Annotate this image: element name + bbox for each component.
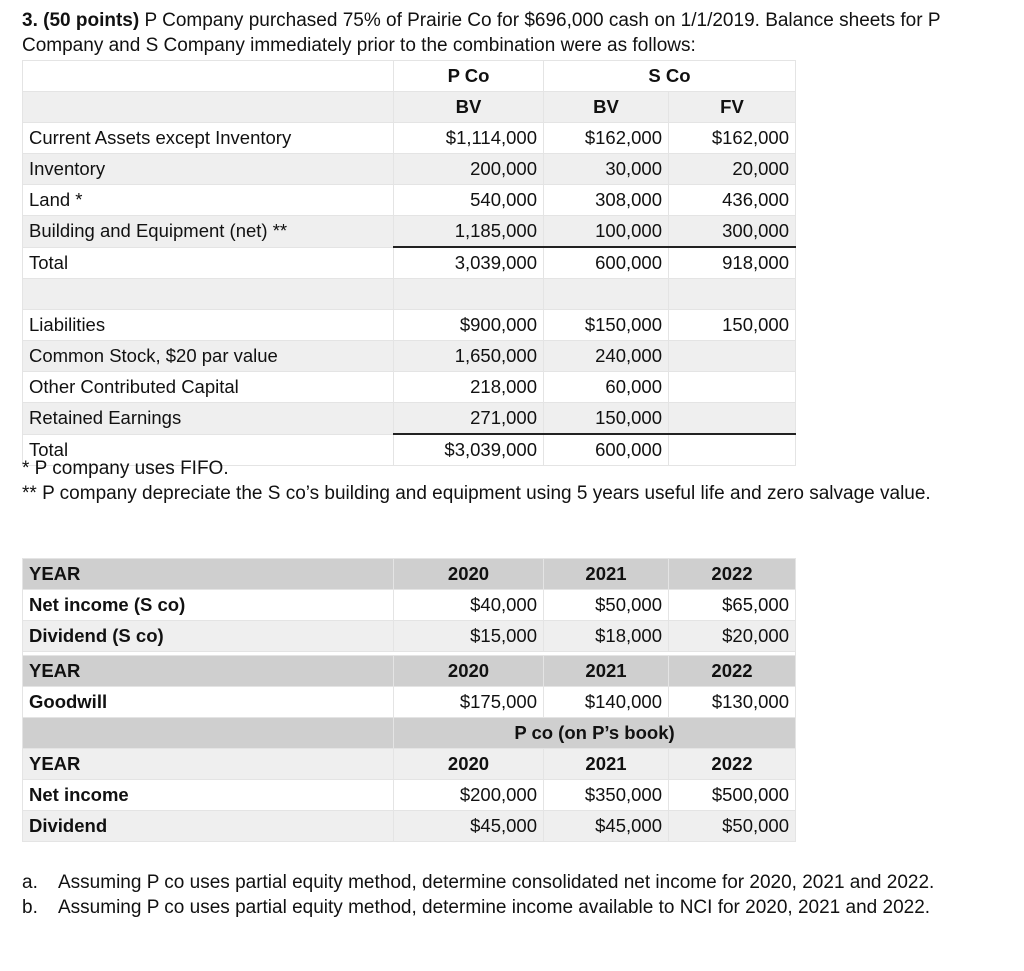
table-row — [23, 621, 796, 652]
p-bv-value: 218,000 — [394, 372, 544, 403]
p-bv-value: 1,650,000 — [394, 341, 544, 372]
value-2021: $350,000 — [544, 780, 669, 811]
problem-number: 3. — [22, 10, 38, 31]
value-2020: $40,000 — [394, 590, 544, 621]
row-label: Current Assets except Inventory — [23, 123, 394, 154]
year-2020: 2020 — [394, 656, 544, 687]
p-bv-value: 1,185,000 — [394, 216, 544, 248]
s-bv-value: 600,000 — [544, 434, 669, 466]
spacer-row — [23, 279, 796, 310]
year-2022: 2022 — [669, 749, 796, 780]
value-2022: $500,000 — [669, 780, 796, 811]
row-label: Retained Earnings — [23, 403, 394, 435]
s-bv-value: 150,000 — [544, 403, 669, 435]
header-s-co: S Co — [544, 61, 796, 92]
problem-intro — [22, 8, 1012, 58]
question-letter: b. — [22, 897, 38, 918]
year-2020: 2020 — [394, 749, 544, 780]
p-bv-value: $900,000 — [394, 310, 544, 341]
p-income-year-row — [23, 749, 796, 780]
s-fv-value — [669, 403, 796, 435]
s-bv-value: 240,000 — [544, 341, 669, 372]
value-2020: $15,000 — [394, 621, 544, 652]
subheader-p-bv: BV — [394, 92, 544, 123]
footnotes — [22, 456, 1012, 506]
p-bv-value: 3,039,000 — [394, 247, 544, 279]
s-fv-value — [669, 341, 796, 372]
p-bv-value: $3,039,000 — [394, 434, 544, 466]
s-bv-value: $162,000 — [544, 123, 669, 154]
s-bv-value: 30,000 — [544, 154, 669, 185]
problem-text: P Company purchased 75% of Prairie Co for $696,000 cash on 1/1/2019. Balance sheets for P Company and S Company immediately prior to the combination were as follows: — [22, 10, 941, 56]
table-row — [23, 247, 796, 279]
question-item — [22, 870, 1012, 895]
subheader-s-fv: FV — [669, 92, 796, 123]
year-2021: 2021 — [544, 559, 669, 590]
row-label: Dividend (S co) — [23, 621, 394, 652]
s-bv-value: 60,000 — [544, 372, 669, 403]
row-label: Goodwill — [23, 687, 394, 718]
year-2022: 2022 — [669, 656, 796, 687]
p-bv-value: 540,000 — [394, 185, 544, 216]
s-fv-value: 436,000 — [669, 185, 796, 216]
question-text: Assuming P co uses partial equity method, determine income available to NCI for 2020, 2021 and 2022. — [58, 897, 931, 918]
s-income-year-row — [23, 559, 796, 590]
year-label: YEAR — [23, 749, 394, 780]
p-bv-value: $1,114,000 — [394, 123, 544, 154]
year-label: YEAR — [23, 559, 394, 590]
row-label: Other Contributed Capital — [23, 372, 394, 403]
value-2022: $65,000 — [669, 590, 796, 621]
value-2022: $130,000 — [669, 687, 796, 718]
s-bv-value: 600,000 — [544, 247, 669, 279]
p-income-header: P co (on P’s book) — [394, 718, 796, 749]
row-label: Building and Equipment (net) ** — [23, 216, 394, 248]
value-2020: $200,000 — [394, 780, 544, 811]
s-fv-value: 300,000 — [669, 216, 796, 248]
value-2020: $175,000 — [394, 687, 544, 718]
value-2021: $50,000 — [544, 590, 669, 621]
row-label: Common Stock, $20 par value — [23, 341, 394, 372]
question-list — [22, 870, 1012, 920]
s-bv-value: 100,000 — [544, 216, 669, 248]
value-2022: $20,000 — [669, 621, 796, 652]
table-row — [23, 341, 796, 372]
table-row — [23, 123, 796, 154]
table-row — [23, 310, 796, 341]
table-row — [23, 216, 796, 248]
row-label: Inventory — [23, 154, 394, 185]
yearly-data-table — [22, 558, 796, 842]
subheader-s-bv: BV — [544, 92, 669, 123]
value-2021: $18,000 — [544, 621, 669, 652]
row-label: Liabilities — [23, 310, 394, 341]
row-label: Net income — [23, 780, 394, 811]
s-fv-value: 918,000 — [669, 247, 796, 279]
problem-points: (50 points) — [43, 10, 140, 31]
row-label: Land * — [23, 185, 394, 216]
year-label: YEAR — [23, 656, 394, 687]
value-2021: $45,000 — [544, 811, 669, 842]
table-row — [23, 811, 796, 842]
row-label: Dividend — [23, 811, 394, 842]
table-row — [23, 154, 796, 185]
table-row — [23, 372, 796, 403]
goodwill-year-row — [23, 656, 796, 687]
question-item — [22, 895, 1012, 920]
table-row — [23, 590, 796, 621]
p-bv-value: 200,000 — [394, 154, 544, 185]
s-fv-value: $162,000 — [669, 123, 796, 154]
balance-sheet-table — [22, 60, 796, 466]
year-2022: 2022 — [669, 559, 796, 590]
s-fv-value: 150,000 — [669, 310, 796, 341]
footnote-depreciation: ** P company depreciate the S co’s building and equipment using 5 years useful life and zero salvage value. — [22, 483, 931, 504]
value-2021: $140,000 — [544, 687, 669, 718]
year-2020: 2020 — [394, 559, 544, 590]
year-2021: 2021 — [544, 749, 669, 780]
header-p-co: P Co — [394, 61, 544, 92]
year-2021: 2021 — [544, 656, 669, 687]
row-label: Total — [23, 247, 394, 279]
p-bv-value: 271,000 — [394, 403, 544, 435]
table-row — [23, 185, 796, 216]
s-bv-value: $150,000 — [544, 310, 669, 341]
table-row — [23, 780, 796, 811]
value-2020: $45,000 — [394, 811, 544, 842]
question-text: Assuming P co uses partial equity method, determine consolidated net income for 2020, 2021 and 2022. — [58, 872, 935, 893]
s-fv-value — [669, 372, 796, 403]
row-label: Net income (S co) — [23, 590, 394, 621]
table-row — [23, 687, 796, 718]
table-row — [23, 403, 796, 435]
footnote-fifo: * P company uses FIFO. — [22, 458, 229, 479]
row-label: Total — [23, 434, 394, 466]
p-income-header-row — [23, 718, 796, 749]
s-bv-value: 308,000 — [544, 185, 669, 216]
question-letter: a. — [22, 872, 38, 893]
value-2022: $50,000 — [669, 811, 796, 842]
s-fv-value: 20,000 — [669, 154, 796, 185]
